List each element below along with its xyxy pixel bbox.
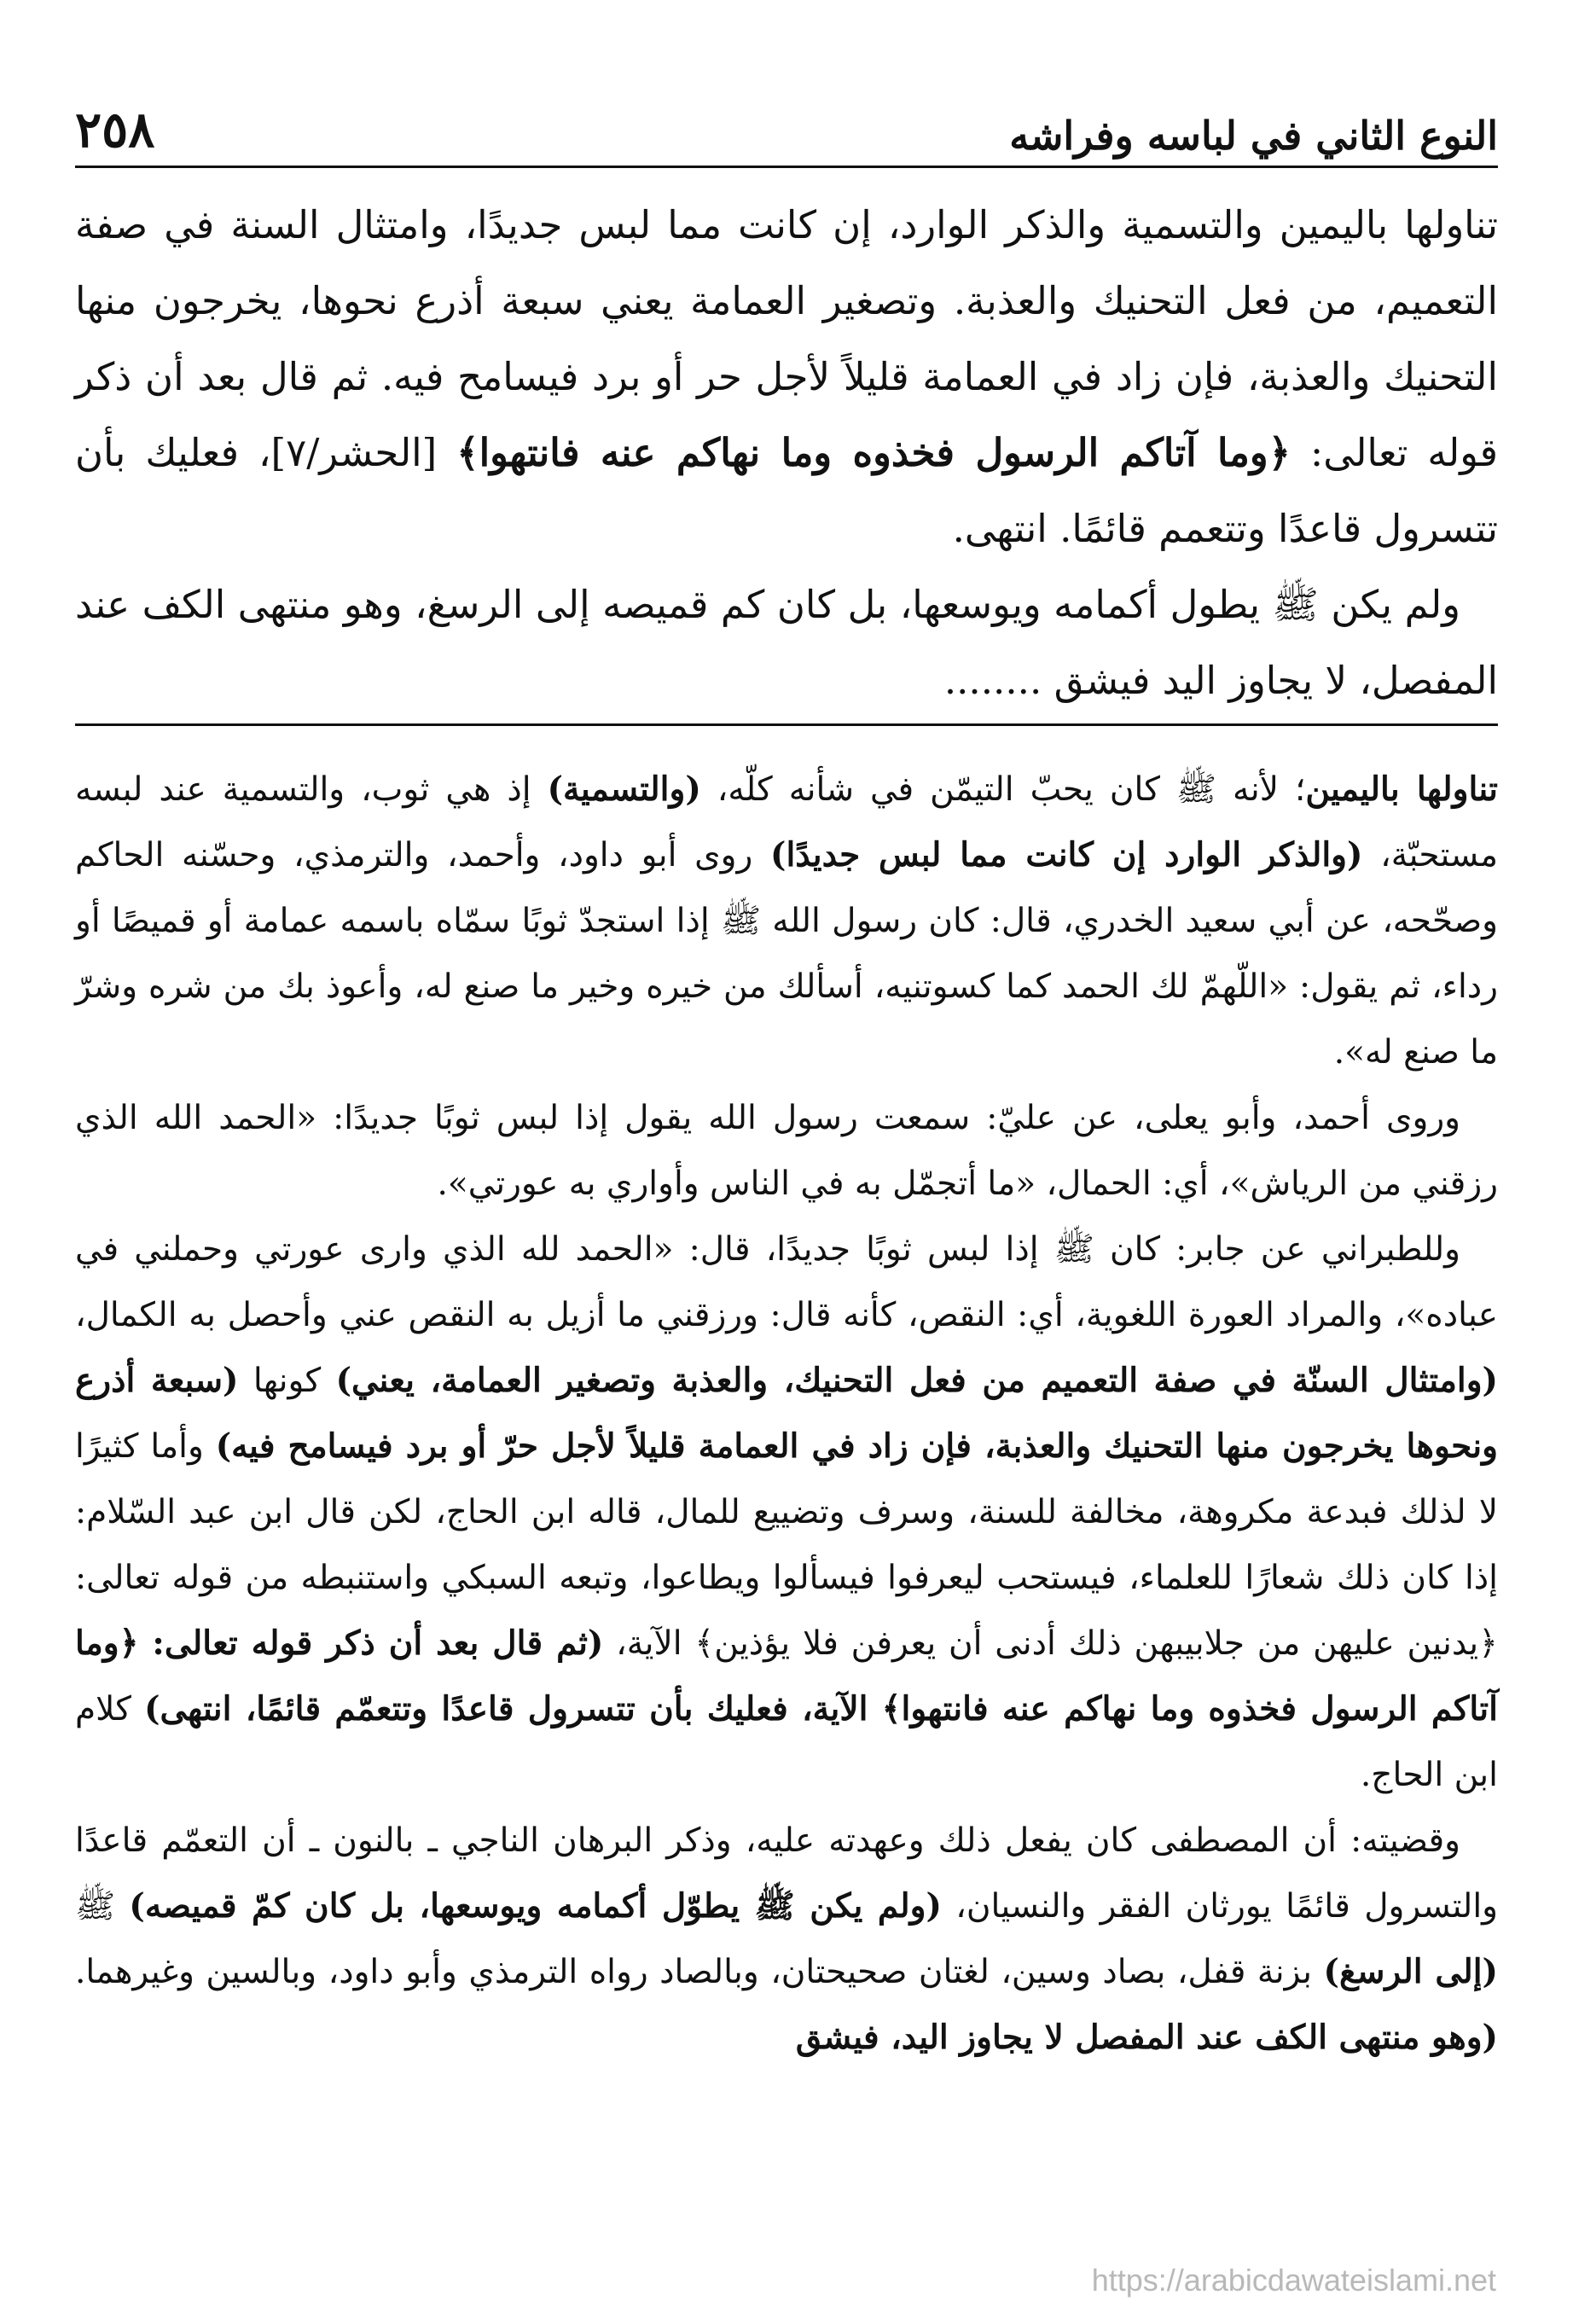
text-run: كونها	[238, 1362, 336, 1400]
text-run: وقضيته: أن المصطفى كان يفعل ذلك وعهدته عليه، وذكر البرهان الناجي ـ بالنون ـ أن التعمّم قاعدًا والتسرول قائمًا يورثان الفقر والنسيان،	[75, 1821, 1498, 1926]
text-run: ولم يكن ﷺ يطول أكمامه ويوسعها، بل كان كم قميصه إلى الرسغ، وهو منتهى الكف عند المفصل، لا يجاوز اليد فيشق	[75, 582, 1498, 703]
text-run: وأما كثيرًا لا لذلك فبدعة مكروهة، مخالفة للسنة، وسرف وتضييع للمال، قاله ابن الحاج، لكن قال ابن عبد السّلام: إذا كان ذلك شعارًا للعلماء، فيستحب ليعرفوا فيسألوا ويطاعوا، وتبعه السبكي واستنبطه من قوله تعالى: ﴿يدنين عليهن من جلابيبهن ذلك أدنى أن يعرفن فلا يؤذين﴾ الآية،	[75, 1427, 1498, 1663]
lemma: (ثم قال بعد أن ذكر قوله تعالى: ﴿وما آتاكم الرسول فخذوه وما نهاكم عنه فانتهوا﴾ الآية، فعليك بأن تتسرول قاعدًا وتتعمّم قائمًا، انتهى)	[75, 1624, 1498, 1728]
text-run: كلام ابن الحاج.	[75, 1690, 1498, 1794]
main-text-paragraph-2	[75, 566, 1498, 718]
book-page	[75, 82, 1498, 2266]
running-header	[75, 82, 1498, 168]
lemma: (ولم يكن ﷺ يطوّل أكمامه ويوسعها، بل كان كمّ قميصه)	[129, 1886, 942, 1926]
text-run: وللطبراني عن جابر: كان ﷺ إذا لبس ثوبًا جديدًا، قال: «الحمد لله الذي وارى عورتي وحملني في عباده»، والمراد العورة اللغوية، أي: النقص، كأنه قال: ورزقني ما أزيل به النقص عني وأحصل به الكمال،	[75, 1230, 1498, 1334]
text-run: ﷺ	[75, 1887, 130, 1926]
lemma: (والتسمية)	[547, 770, 701, 809]
text-run: [الحشر/٧]، فعليك بأن تتسرول قاعدًا وتتعمم قائمًا. انتهى.	[75, 430, 1498, 551]
text-run: ؛ لأنه ﷺ كان يحبّ التيمّن في شأنه كلّه،	[700, 770, 1306, 809]
text-run: روى أبو داود، وأحمد، والترمذي، وحسّنه الحاكم وصحّحه، عن أبي سعيد الخدري، قال: كان رسول الله ﷺ إذا استجدّ ثوبًا سمّاه باسمه عمامة أو قميصًا أو رداء، ثم يقول: «اللّهمّ لك الحمد كما كسوتنيه، أسألك من خيره وخير ما صنع له، وأعوذ بك من شره وشرّ ما صنع له».	[75, 836, 1498, 1072]
text-run: إذ هي ثوب، والتسمية عند لبسه مستحبّة،	[75, 770, 1498, 874]
lemma: تناولها باليمين	[1305, 770, 1498, 809]
quran-quote: ﴿وما آتاكم الرسول فخذوه وما نهاكم عنه فانتهوا﴾	[456, 430, 1291, 475]
commentary-paragraph-2	[75, 1085, 1498, 1217]
chapter-title: النوع الثاني في لباسه وفراشه	[1009, 113, 1498, 159]
main-text	[75, 187, 1498, 718]
commentary-paragraph-4	[75, 1808, 1498, 2071]
commentary-paragraph-1	[75, 757, 1498, 1085]
lemma: (إلى الرسغ)	[1323, 1952, 1498, 1991]
page-number: ٢٥٨	[75, 101, 155, 159]
main-text-paragraph-1	[75, 187, 1498, 566]
separator-rule	[75, 723, 1498, 726]
text-run: بزنة قفل، بصاد وسين، لغتان صحيحتان، وبالصاد رواه الترمذي وأبو داود، وبالسين وغيرهما.	[75, 1953, 1324, 1991]
commentary-paragraph-3	[75, 1217, 1498, 1808]
text-run: تناولها باليمين والتسمية والذكر الوارد، إن كانت مما لبس جديدًا، وامتثال السنة في صفة التعميم، من فعل التحنيك والعذبة. وتصغير العمامة يعني سبعة أذرع نحوها، يخرجون منها التحنيك والعذبة، فإن زاد في العمامة قليلاً لأجل حر أو برد فيسامح فيه. ثم قال بعد أن ذكر قوله تعالى:	[75, 202, 1498, 475]
commentary	[75, 757, 1498, 2071]
lemma: (سبعة أذرع ونحوها يخرجون منها التحنيك والعذبة، فإن زاد في العمامة قليلاً لأجل حرّ أو برد فيسامح فيه)	[75, 1361, 1498, 1466]
continuation-dots: ........	[943, 658, 1042, 703]
text-run: وروى أحمد، وأبو يعلى، عن عليّ: سمعت رسول الله يقول إذا لبس ثوبًا جديدًا: «الحمد الله الذي رزقني من الرياش»، أي: الحمال، «ما أتجمّل به في الناس وأواري به عورتي».	[75, 1099, 1498, 1203]
lemma: (والذكر الوارد إن كانت مما لبس جديدًا)	[770, 835, 1363, 874]
lemma: (وهو منتهى الكف عند المفصل لا يجاوز اليد، فيشق	[795, 2018, 1498, 2057]
lemma: (وامتثال السنّة في صفة التعميم من فعل التحنيك، والعذبة وتصغير العمامة، يعني)	[335, 1361, 1498, 1400]
watermark-url: https://arabicdawateislami.net	[1091, 2263, 1496, 2298]
